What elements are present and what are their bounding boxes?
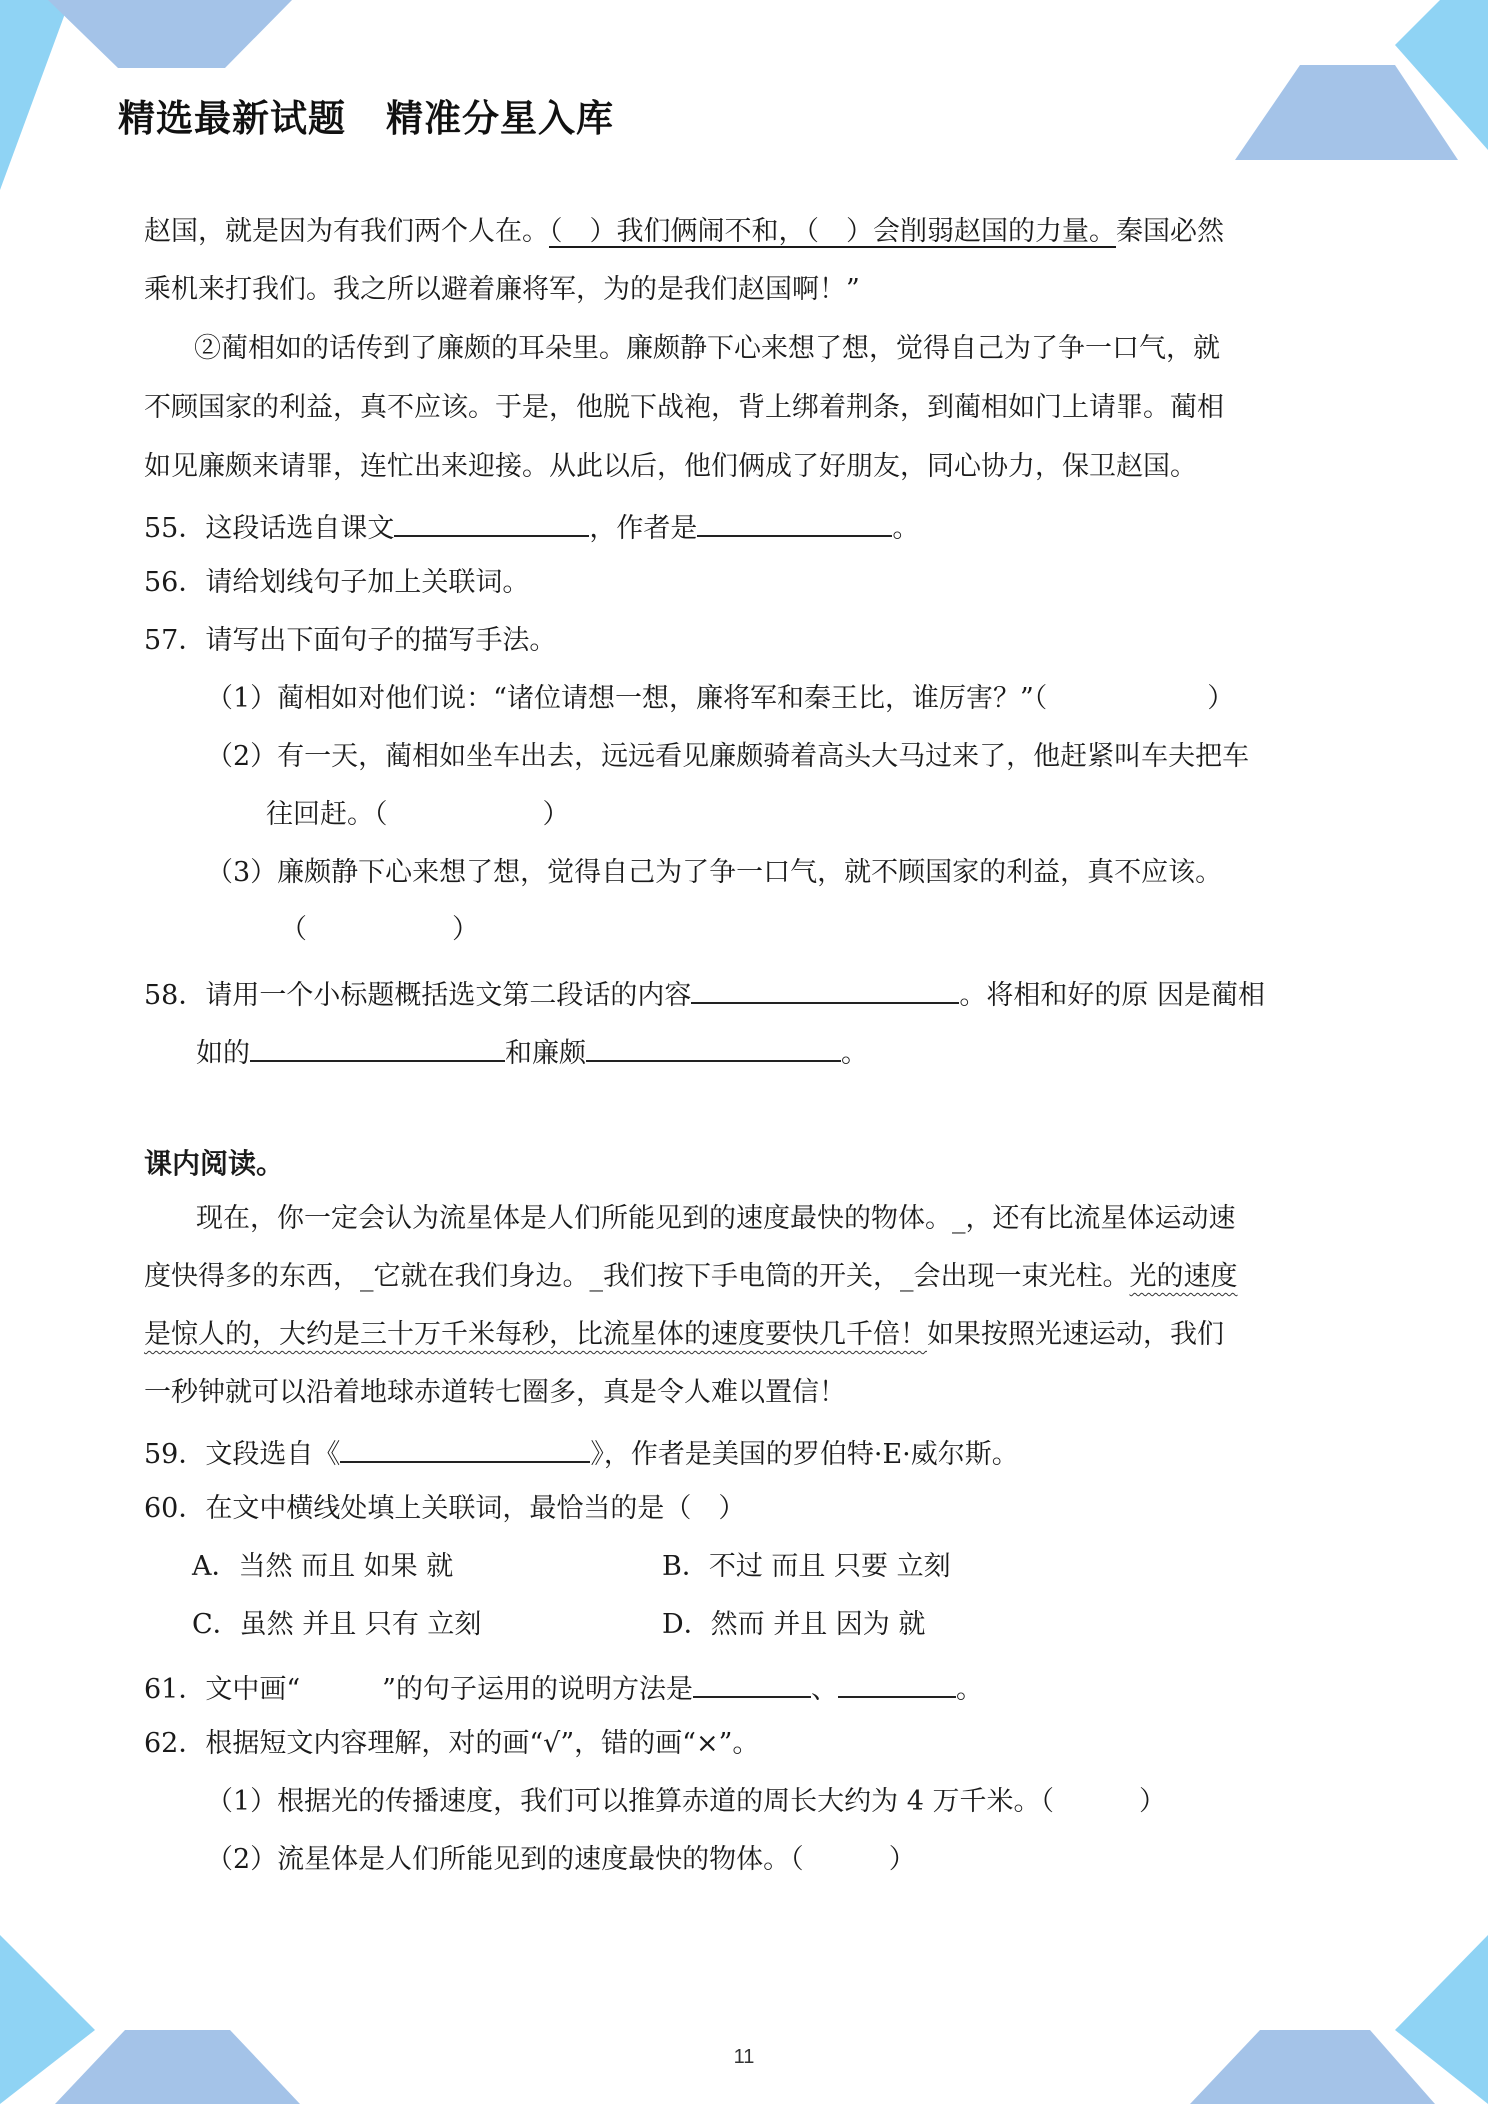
page-number: 11 xyxy=(733,2046,755,2068)
question-57-item-2-cont: 往回赶。（ ） xyxy=(266,799,570,830)
answer-blank-58-3[interactable] xyxy=(586,1030,841,1062)
wavy-line-sample xyxy=(300,1672,382,1698)
top-right-trapezoid xyxy=(1235,65,1458,160)
question-60-row-2 xyxy=(192,1605,1402,1645)
option-c[interactable]: C．虽然 并且 只有 立刻 xyxy=(192,1609,482,1640)
answer-blank-61-2[interactable] xyxy=(838,1666,956,1698)
question-58-cont: 如的 和廉颇 。 xyxy=(196,1030,1406,1074)
question-57-item-1: （1）蔺相如对他们说：“诸位请想一想，廉将军和秦王比，谁厉害？”（ ） xyxy=(206,683,1235,714)
question-57-item-3: （3）廉颇静下心来想了想，觉得自己为了争一口气，就不顾国家的利益，真不应该。 xyxy=(206,857,1223,888)
answer-blank-59[interactable] xyxy=(340,1431,590,1463)
question-55: 55．这段话选自课文 ，作者是 。 xyxy=(144,505,1354,549)
answer-blank-58-1[interactable] xyxy=(691,972,959,1004)
page-header xyxy=(118,88,614,142)
header-title-2: 精准分星入库 xyxy=(386,97,614,140)
answer-blank-55-2[interactable] xyxy=(697,505,892,537)
option-d[interactable]: D．然而 并且 因为 就 xyxy=(662,1609,926,1640)
question-62-item-1: （1）根据光的传播速度，我们可以推算赤道的周长大约为 4 万千米。（ ） xyxy=(206,1786,1167,1817)
passage1-line-2: 乘机来打我们。我之所以避着廉将军，为的是我们赵国啊！” xyxy=(144,274,860,305)
question-60-stem: 60．在文中横线处填上关联词，最恰当的是（ ） xyxy=(144,1493,746,1524)
question-60-row-1 xyxy=(192,1547,1402,1587)
question-57-item-3-cont: （ ） xyxy=(280,914,479,945)
passage2-line-4: 一秒钟就可以沿着地球赤道转七圈多，真是令人难以置信！ xyxy=(144,1377,846,1408)
passage1-line-4: 不顾国家的利益，真不应该。于是，他脱下战袍，背上绑着荆条，到蔺相如门上请罪。蔺相 xyxy=(144,392,1224,423)
question-62-item-2: （2）流星体是人们所能见到的速度最快的物体。（ ） xyxy=(206,1844,916,1875)
question-57-item-2: （2）有一天，蔺相如坐车出去，远远看见廉颇骑着高头大马过来了，他赶紧叫车夫把车 xyxy=(206,741,1250,772)
option-b[interactable]: B．不过 而且 只要 立刻 xyxy=(662,1551,951,1582)
question-62-stem: 62．根据短文内容理解，对的画“√”，错的画“×”。 xyxy=(144,1728,760,1759)
question-61: 61．文中画“ ”的句子运用的说明方法是 、 。 xyxy=(144,1666,1354,1710)
wavy-underlined-sentence: 光的速度 xyxy=(1129,1261,1238,1292)
question-56: 56．请给划线句子加上关联词。 xyxy=(144,567,530,598)
passage2-line-1: 现在，你一定会认为流星体是人们所能见到的速度最快的物体。_，还有比流星体运动速 xyxy=(196,1203,1236,1234)
answer-blank-61-1[interactable] xyxy=(693,1666,811,1698)
question-58: 58．请用一个小标题概括选文第二段话的内容 。将相和好的原 因是蔺相 xyxy=(144,972,1354,1016)
question-57-stem: 57．请写出下面句子的描写手法。 xyxy=(144,625,557,656)
wavy-underlined-sentence-cont: 是惊人的，大约是三十万千米每秒，比流星体的速度要快几千倍！ xyxy=(144,1319,927,1350)
answer-blank-55-1[interactable] xyxy=(394,505,589,537)
section-title: 课内阅读。 xyxy=(144,1147,285,1180)
answer-blank-58-2[interactable] xyxy=(250,1030,505,1062)
top-left-triangle xyxy=(0,0,70,190)
question-59: 59．文段选自《 》，作者是美国的罗伯特·E·威尔斯。 xyxy=(144,1431,1354,1475)
passage2-line-3: 是惊人的，大约是三十万千米每秒，比流星体的速度要快几千倍！如果按照光速运动，我们 xyxy=(144,1319,1224,1350)
underlined-sentence: （ ）我们俩闹不和，（ ）会削弱赵国的力量。 xyxy=(549,216,1116,247)
top-left-trapezoid xyxy=(48,0,292,68)
header-title-1: 精选最新试题 xyxy=(118,97,346,140)
passage2-line-2: 度快得多的东西，_它就在我们身边。_我们按下手电筒的开关，_会出现一束光柱。光的速度 xyxy=(144,1261,1238,1292)
passage1-line-3: ②蔺相如的话传到了廉颇的耳朵里。廉颇静下心来想了想，觉得自己为了争一口气，就 xyxy=(194,333,1220,364)
passage1-line-5: 如见廉颇来请罪，连忙出来迎接。从此以后，他们俩成了好朋友，同心协力，保卫赵国。 xyxy=(144,451,1197,482)
option-a[interactable]: A．当然 而且 如果 就 xyxy=(192,1551,454,1582)
passage1-line-1: 赵国，就是因为有我们两个人在。（ ）我们俩闹不和，（ ）会削弱赵国的力量。秦国必然 xyxy=(144,216,1224,247)
